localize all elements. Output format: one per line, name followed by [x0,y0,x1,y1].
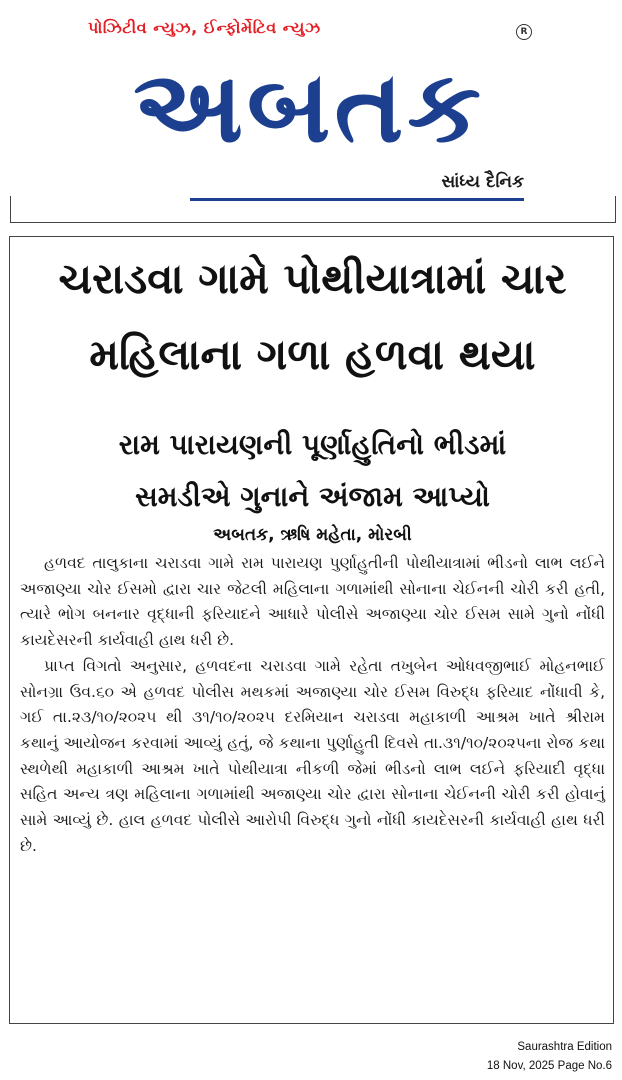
headline-line-1: ચરાડવા ગામે પોથીયાત્રામાં ચાર [58,254,567,303]
edition-info [487,1038,612,1076]
masthead [0,0,622,215]
subheadline-line-2: સમડીએ ગુનાને અંજામ આપ્યો [135,480,490,513]
edition-date-page: 18 Nov, 2025 Page No.6 [486,1060,612,1072]
edition-name: Saurashtra Edition [517,1041,612,1053]
subheadline-line-1: રામ પારાયણની પૂર્ણાહુતિનો ભીડમાં [118,428,507,461]
article-paragraph: પ્રાપ્ત વિગતો અનુસાર, હળવદના ચરાડવા ગામે રહેતા તખુબેન ઓધવજીભાઈ મોહનભાઈ સોનગ્રા ઉવ.૬૦ એ હળવદ પોલીસ મથકમાં અજાણ્યા ચોર ઈસમ વિરુદ્ધ ફરિયાદ નોંધાવી કે, ગઈ તા.૨૩/૧૦/૨૦૨૫ થી ૩૧/૧૦/૨૦૨૫ દરમિયાન ચરાડવા મહાકાળી આશ્રમ ખાતે શ્રીરામ કથાનું આયોજન કરવામાં આવ્યું હતું, જે કથાના પુર્ણાહુતી દિવસે તા.૩૧/૧૦/૨૦૨૫ના રોજ કથા સ્થળેથી મહાકાળી આશ્રમ ખાતે પોથીયાત્રા નીકળી જેમાં ભીડનો લાભ લઈને ફરિયાદી વૃદ્ધા સહિત અન્ય ત્રણ મહિલાના ગળામાંથી અજાણ્યા ચોર દ્વારા સોનાના ચેઈનની ચોરી કરી હોવાનું સામે આવ્યું છે. હાલ હળવદ પોલીસે આરોપી વિરુદ્ધ ગુનો નોંધી કાયદેસરની કાર્યવાહી હાથ ધરી છે. [20,656,605,855]
article-paragraph: હળવદ તાલુકાના ચરાડવા ગામે રામ પારાયણ પુર્ણાહુતીની પોથીયાત્રામાં ભીડનો લાભ લઈને અજાણ્યા ચોર ઈસમો દ્વારા ચાર જેટલી મહિલાના ગળામાંથી સોનાના ચેઈનની ચોરી કરી હતી, ત્યારે ભોગ બનનાર વૃદ્ધાની ફરિયાદને આધારે પોલીસે અજાણ્યા ચોર ઈસમ સામે ગુનો નોંધી કાયદેસરની કાર્યવાહી હાથ ધરી છે. [20,554,605,650]
registered-icon: R [516,24,532,40]
headline-line-2: મહિલાના ગળા હળવા થયા [89,330,536,379]
newspaper-logo: અબતક [133,49,485,165]
tagline: પોઝિટીવ ન્યુઝ, ઈન્ફોર્મેટિવ ન્યુઝ [88,18,321,37]
news-article [9,236,614,1024]
article-body [20,551,605,859]
byline: અબતક, ઋષિ મહેતા, મોરબી [213,525,412,545]
edition-type: સાંધ્ય દૈનિક [441,172,524,192]
previous-article-frame [10,196,616,223]
